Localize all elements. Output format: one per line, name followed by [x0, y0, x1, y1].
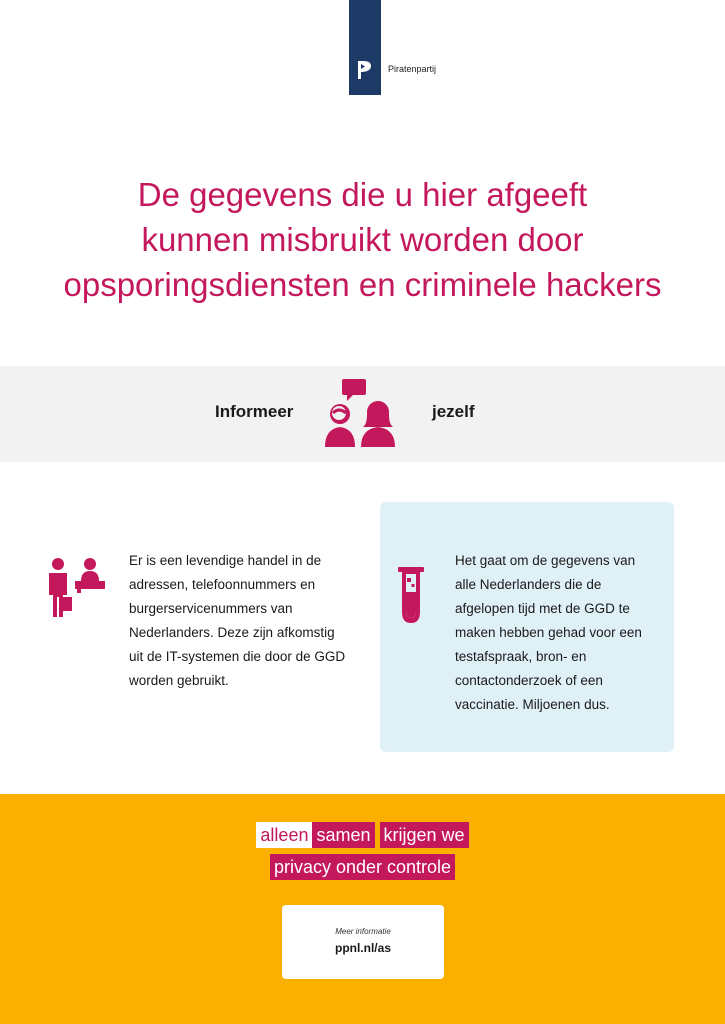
slogan-line-2	[0, 854, 725, 880]
headline-line: kunnen misbruikt worden door	[141, 221, 584, 258]
text-line: uit de IT-systemen die door de GGD	[129, 649, 346, 664]
text-line: burgerservicenummers van	[129, 601, 293, 616]
text-line: testafspraak, bron- en	[455, 649, 587, 664]
text-line: Nederlanders. Deze zijn afkomstig	[129, 625, 335, 640]
logo-tab	[349, 0, 381, 95]
more-info-link[interactable]: ppnl.nl/as	[334, 941, 391, 955]
slogan-word: samen	[312, 822, 374, 848]
people-talking-icon	[323, 377, 399, 449]
headline-line: De gegevens die u hier afgeeft	[137, 176, 588, 213]
slogan-line-1	[0, 822, 725, 848]
reception-desk-icon	[47, 557, 107, 619]
pirate-flag-icon	[357, 60, 373, 80]
text-line: afgelopen tijd met de GGD te	[455, 601, 630, 616]
slogan-word: krijgen we	[380, 822, 469, 848]
slogan-word: alleen	[256, 822, 312, 848]
more-info-box	[282, 905, 444, 979]
headline-line: opsporingsdiensten en criminele hackers	[63, 266, 662, 303]
logo-name: Piratenpartij	[388, 64, 437, 74]
text-line: vaccinatie. Miljoenen dus.	[455, 697, 610, 712]
text-line: Er is een levendige handel in de	[129, 553, 322, 568]
right-column-text	[455, 549, 655, 717]
band-label-right: jezelf	[432, 402, 475, 421]
text-line: adressen, telefoonnummers en	[129, 577, 316, 592]
more-info-label: Meer informatie	[335, 927, 391, 936]
left-column-text	[129, 549, 361, 693]
text-line: contactonderzoek of een	[455, 673, 603, 688]
text-line: alle Nederlanders die de	[455, 577, 602, 592]
text-line: Het gaat om de gegevens van	[455, 553, 636, 568]
slogan-phrase: privacy onder controle	[270, 854, 455, 880]
band-label-left: Informeer	[215, 402, 294, 421]
text-line: maken hebben gehad voor een	[455, 625, 642, 640]
headline	[0, 172, 725, 307]
test-tube-icon	[396, 566, 426, 626]
text-line: worden gebruikt.	[129, 673, 229, 688]
